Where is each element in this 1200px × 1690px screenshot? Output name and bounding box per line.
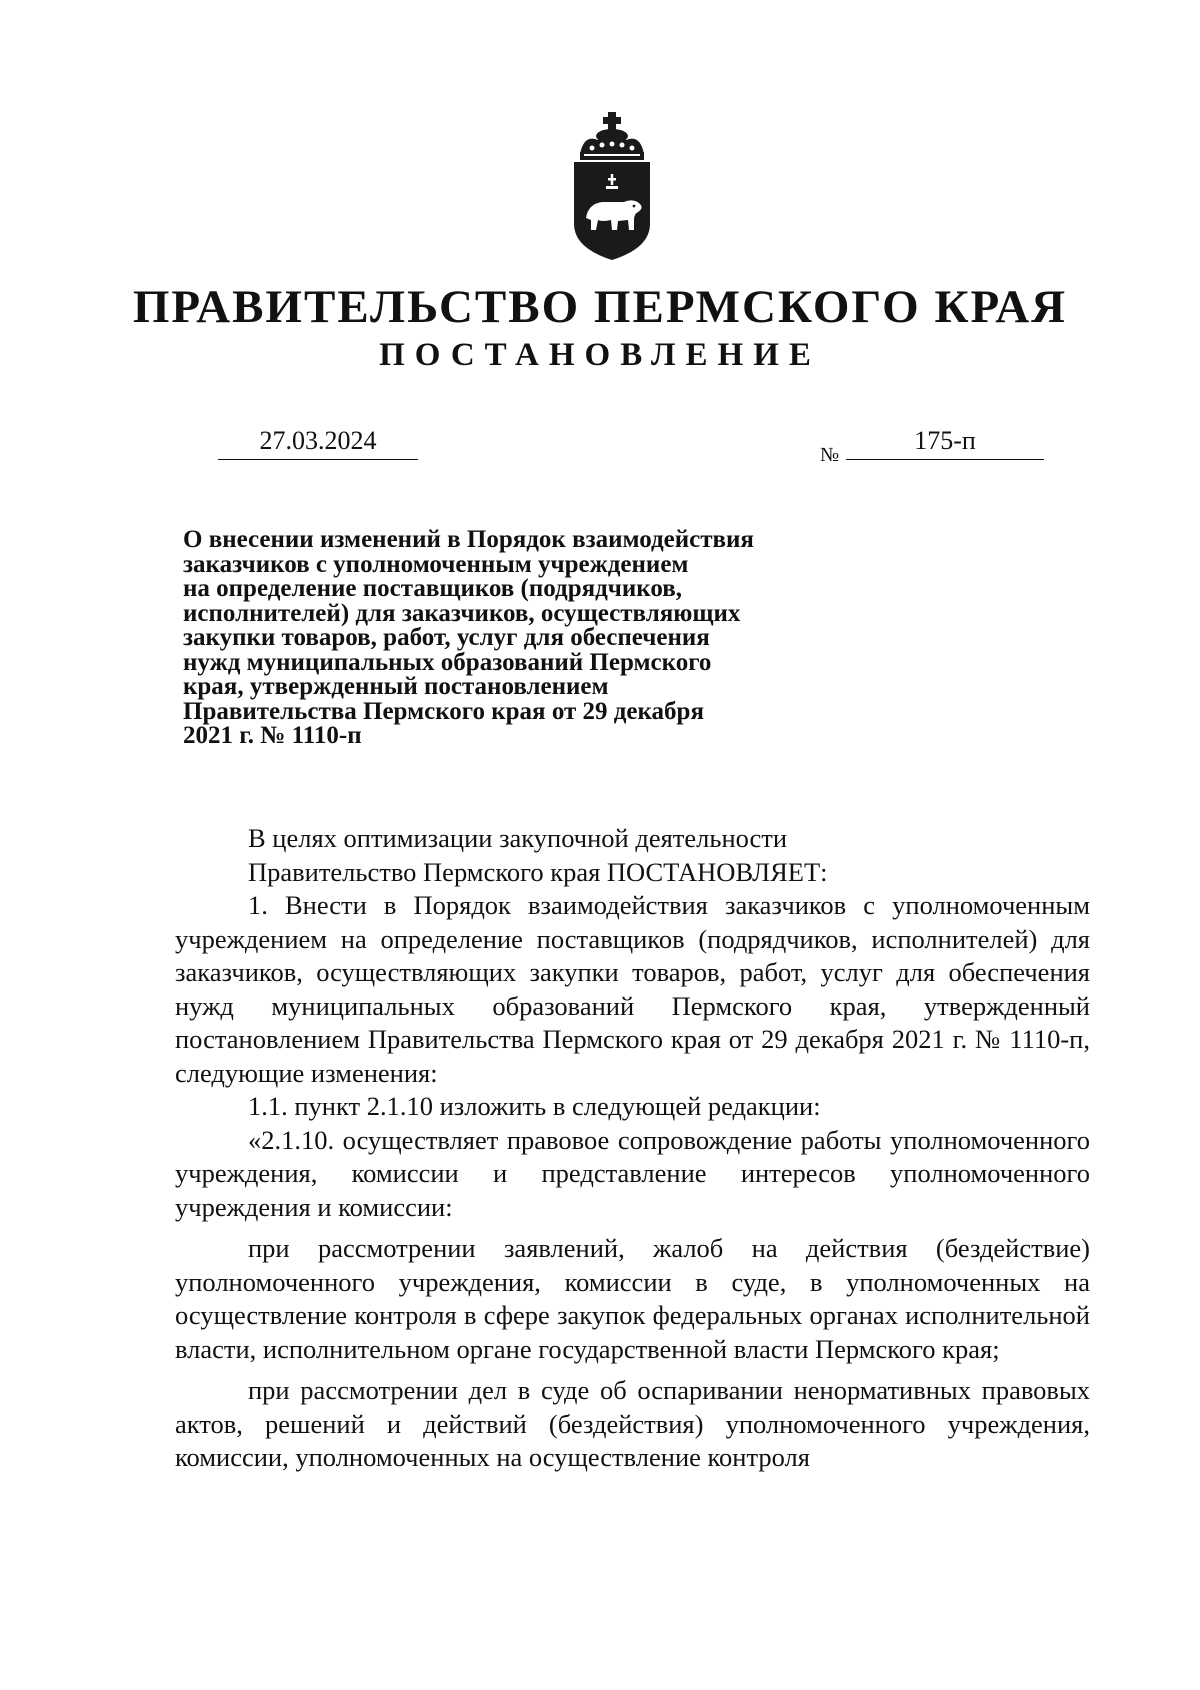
body-paragraph: при рассмотрении дел в суде об оспаривании ненормативных правовых актов, решений и действий (бездействия) уполномоченного учреждения, комиссии, уполномоченных на осуществление контроля — [175, 1375, 1090, 1472]
number-sign: № — [820, 444, 840, 466]
preamble-paragraph: В целях оптимизации закупочной деятельности — [248, 823, 788, 853]
document-subject — [183, 528, 883, 749]
document-type-heading: ПОСТАНОВЛЕНИЕ — [379, 337, 821, 373]
government-title: ПРАВИТЕЛЬСТВО ПЕРМСКОГО КРАЯ — [132, 281, 1068, 333]
subject-line: Правительства Пермского края от 29 декабря — [183, 697, 704, 725]
subject-line: нужд муниципальных образований Пермского — [183, 648, 712, 676]
coat-of-arms-icon — [568, 112, 656, 262]
document-body — [175, 822, 1090, 1475]
subject-line: исполнителей) для заказчиков, осуществляющих — [183, 599, 741, 627]
document-date: 27.03.2024 — [218, 426, 418, 460]
resolution-paragraph: Правительство Пермского края ПОСТАНОВЛЯЕТ: — [248, 856, 828, 887]
subject-line: края, утвержденный постановлением — [183, 673, 609, 700]
subject-line: закупки товаров, работ, услуг для обеспечения — [183, 624, 710, 651]
document-number: 175-п — [846, 426, 1044, 460]
clause-2-1-10-paragraph: «2.1.10. осуществляет правовое сопровождение работы уполномоченного учреждения, комиссии и представление интересов уполномоченного учреждения и комиссии: — [175, 1124, 1090, 1222]
subject-line: заказчиков с уполномоченным учреждением — [183, 550, 689, 578]
subject-line: 2021 г. № 1110-п — [183, 722, 362, 749]
body-paragraph: при рассмотрении заявлений, жалоб на действия (бездействие) уполномоченного учреждения, комиссии в суде, в уполномоченных на осуществление контроля в сфере закупок федеральных органах исполнительной власти, исполнительном органе государственной власти Пермского края; — [175, 1233, 1090, 1364]
clause-1-paragraph: 1. Внести в Порядок взаимодействия заказчиков с уполномоченным учреждением на определение поставщиков (подрядчиков, исполнителей) для заказчиков, осуществляющих закупки товаров, работ, услуг для обеспечения нужд муниципальных образований Пермского края, утвержденный постановлением Правительства Пермского края от 29 декабря 2021 г. № 1110-п, следующие изменения: — [175, 890, 1090, 1088]
subject-line: на определение поставщиков (подрядчиков, — [183, 575, 682, 602]
subject-line: О внесении изменений в Порядок взаимодействия — [183, 526, 754, 553]
clause-1-1-paragraph: 1.1. пункт 2.1.10 изложить в следующей редакции: — [248, 1091, 821, 1121]
